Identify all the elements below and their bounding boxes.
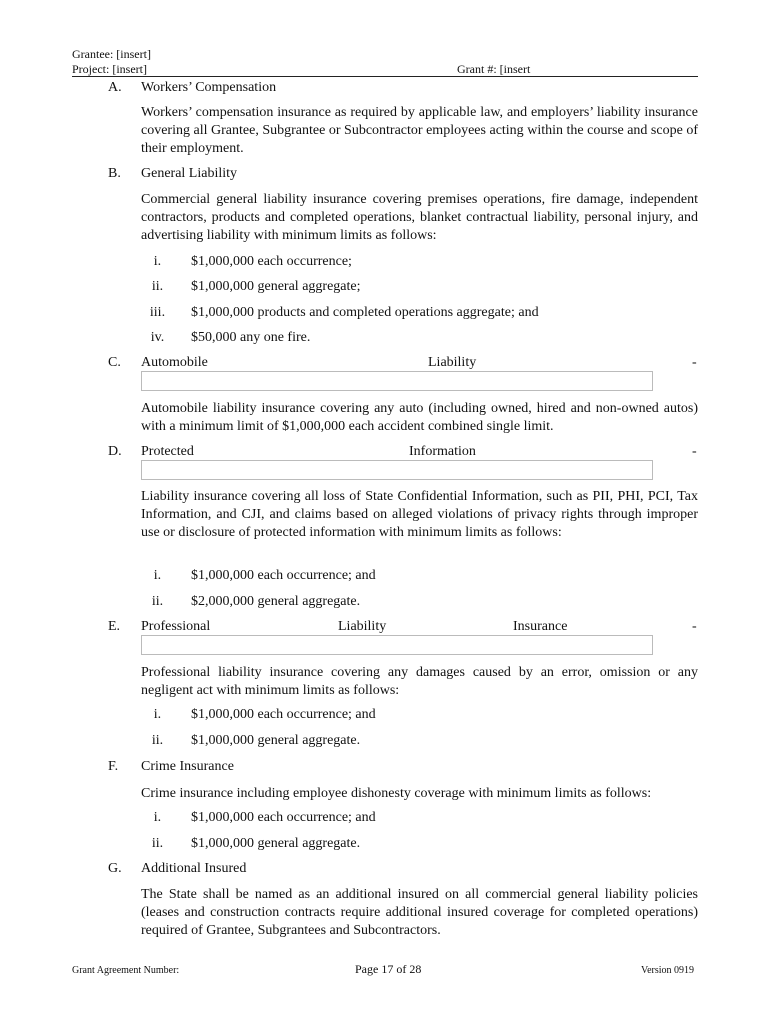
section-d-item-text: $1,000,000 each occurrence; and [191, 568, 376, 583]
footer-page-number: Page 17 of 28 [355, 962, 422, 976]
section-g-letter: G. [108, 861, 122, 876]
section-f-item-text: $1,000,000 each occurrence; and [191, 810, 376, 825]
section-b-letter: B. [108, 166, 121, 181]
section-d-title-word: Information [409, 444, 476, 459]
section-e-body: Professional liability insurance covering any damages caused by an error, omission or any negligent act with minimum limits as follows: [141, 665, 698, 698]
section-e-item-num: ii. [151, 733, 164, 748]
header-project: Project: [insert] [72, 62, 147, 76]
section-f-item-num: i. [153, 810, 162, 825]
section-e-form-field[interactable] [141, 635, 653, 655]
section-b-item-num: iv. [150, 330, 165, 345]
section-b-body: Commercial general liability insurance covering premises operations, fire damage, independent contractors, products and completed operations, blanket contractual liability, personal injury, and advertising liability with minimum limits as follows: [141, 192, 698, 243]
section-b-item-text: $1,000,000 general aggregate; [191, 279, 361, 294]
section-f-body: Crime insurance including employee dishonesty coverage with minimum limits as follows: [141, 786, 652, 801]
section-e-letter: E. [108, 619, 121, 634]
section-a-title: Workers’ Compensation [141, 80, 277, 95]
header-rule [72, 76, 698, 77]
section-b-item-text: $1,000,000 products and completed operations aggregate; and [191, 305, 539, 320]
section-c-dash: - [692, 355, 697, 370]
section-b-item-num: i. [153, 254, 162, 269]
section-b-title: General Liability [141, 166, 238, 181]
section-c-title-word: Automobile [141, 355, 208, 370]
section-g-title: Additional Insured [141, 861, 247, 876]
section-b-item-num: ii. [151, 279, 164, 294]
section-e-dash: - [692, 619, 697, 634]
section-e-title-word: Professional [141, 619, 211, 634]
section-c-body: Automobile liability insurance covering any auto (including owned, hired and non-owned autos) with a minimum limit of $1,000,000 each accident combined single limit. [141, 401, 698, 434]
section-e-item-text: $1,000,000 each occurrence; and [191, 707, 376, 722]
section-d-item-num: ii. [151, 594, 164, 609]
section-b-item-text: $1,000,000 each occurrence; [191, 254, 352, 269]
section-d-letter: D. [108, 444, 122, 459]
section-a-body: Workers’ compensation insurance as required by applicable law, and employers’ liability insurance covering all Grantee, Subgrantee or Subcontractor employees acting within the course and scope of their employment. [141, 105, 698, 156]
section-b-item-text: $50,000 any one fire. [191, 330, 311, 345]
header-grantee: Grantee: [insert] [72, 47, 151, 61]
section-c-letter: C. [108, 355, 121, 370]
section-f-item-text: $1,000,000 general aggregate. [191, 836, 361, 851]
section-e-item-num: i. [153, 707, 162, 722]
footer-agreement-number: Grant Agreement Number: [72, 965, 180, 976]
footer-version: Version 0919 [641, 965, 695, 976]
section-f-item-num: ii. [151, 836, 164, 851]
section-d-dash: - [692, 444, 697, 459]
section-d-title-word: Protected [141, 444, 194, 459]
section-g-body: The State shall be named as an additional insured on all commercial general liability policies (leases and construction contracts require additional insured coverage for completed operations) required of Grantee, Subgrantees and Subcontractors. [141, 887, 698, 938]
header-grant-number: Grant #: [insert [457, 62, 531, 76]
section-b-item-num: iii. [149, 305, 166, 320]
section-e-title-word: Insurance [513, 619, 568, 634]
section-d-item-text: $2,000,000 general aggregate. [191, 594, 361, 609]
section-f-title: Crime Insurance [141, 759, 234, 774]
section-c-title-word: Liability [428, 355, 477, 370]
section-e-item-text: $1,000,000 general aggregate. [191, 733, 361, 748]
section-d-body: Liability insurance covering all loss of State Confidential Information, such as PII, PHI, PCI, Tax Information, and CJI, and claims based on alleged violations of privacy rights through improper use or disclosure of protected information with minimum limits as follows: [141, 489, 698, 540]
section-c-form-field[interactable] [141, 371, 653, 391]
section-d-item-num: i. [153, 568, 162, 583]
section-a-letter: A. [108, 80, 122, 95]
section-e-title-word: Liability [338, 619, 387, 634]
section-d-form-field[interactable] [141, 460, 653, 480]
section-f-letter: F. [108, 759, 119, 774]
